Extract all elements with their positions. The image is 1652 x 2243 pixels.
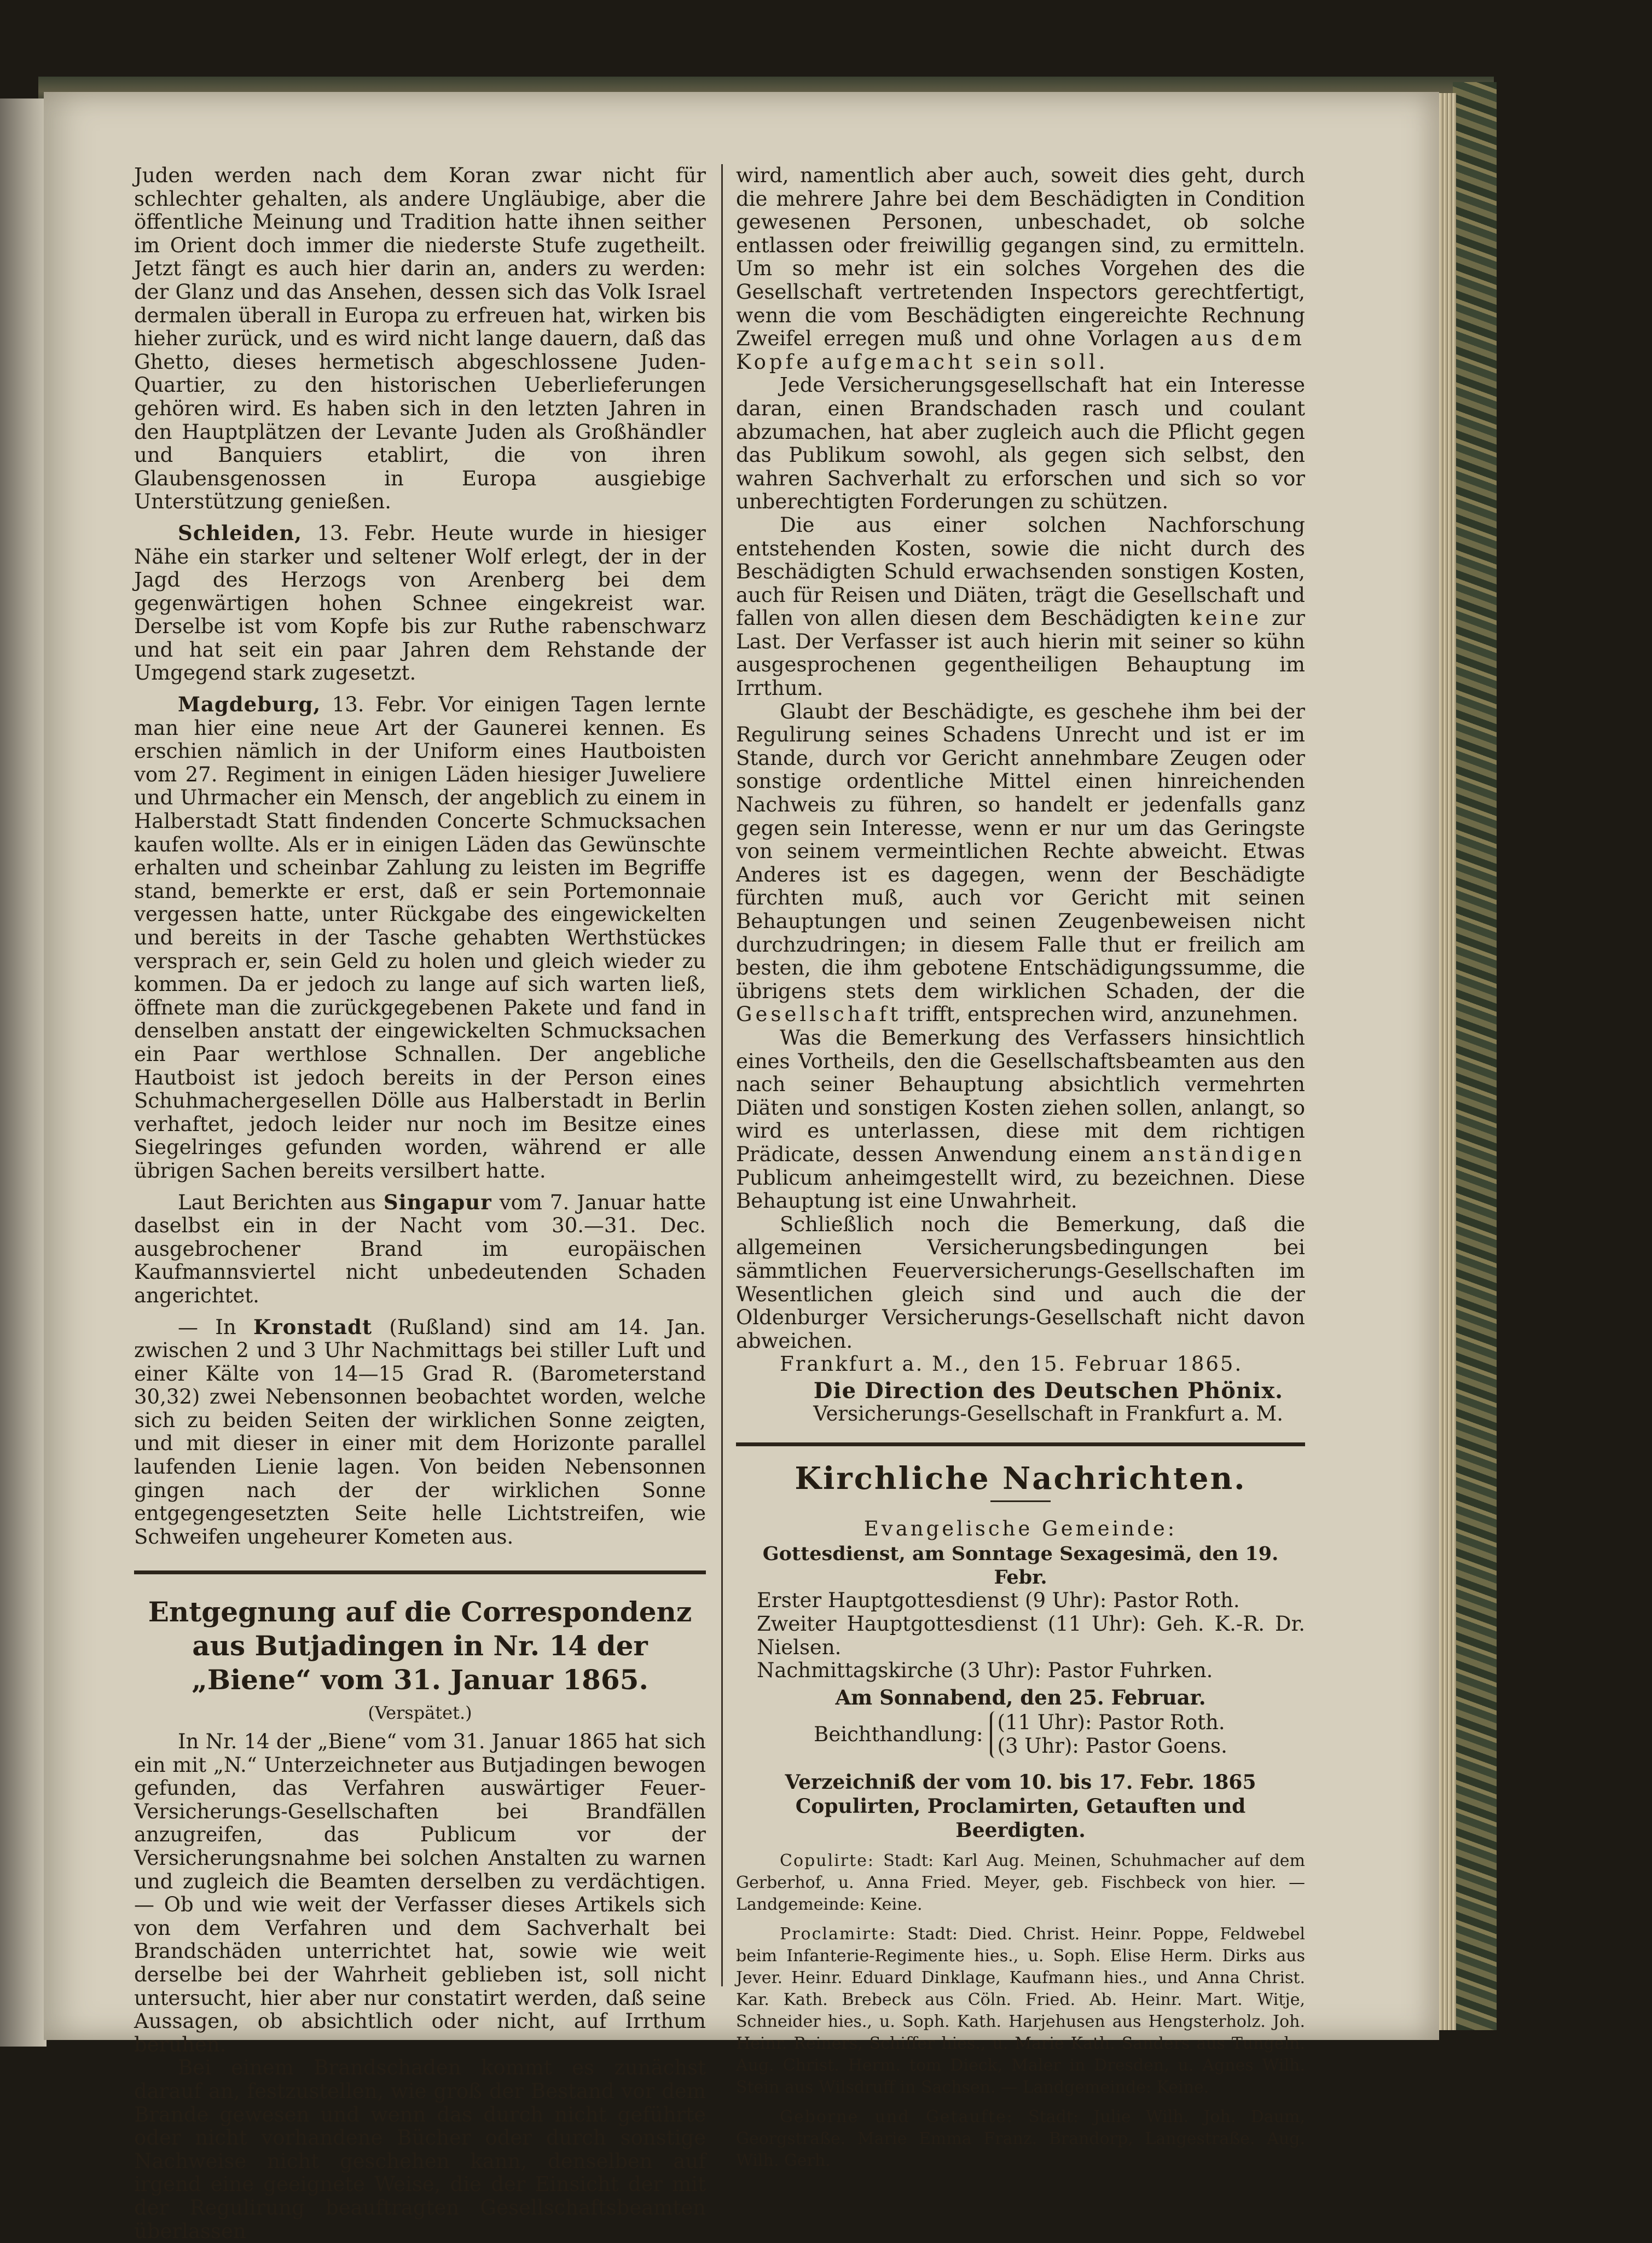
register-entries xyxy=(736,1850,1305,2172)
article-paragraph-claim xyxy=(736,700,1305,1027)
news-magdeburg xyxy=(134,693,706,1183)
signature-company: Die Direction des Deutschen Phönix. xyxy=(813,1377,1283,1404)
church-news-title: Kirchliche Nachrichten. xyxy=(795,1460,1247,1497)
article-continuation-text: wird, namentlich aber auch, soweit dies geht, durch die mehrere Jahre bei dem Beschädigten in Condition gewesenen Personen, unbeschadet, ob solche entlassen oder freiwillig gegangen sind, zu ermitteln. Um so mehr ist ein solches Vorgehen des die Gesellschaft vertretenden Inspectors gerechtfertigt, wenn die vom Beschädigten eingereichte Rechnung Zweifel erregen muß und ohne Vorlagen xyxy=(736,164,1305,351)
advantage-text-b: Publicum anheimgestellt wird, zu bezeichnen. Diese Behauptung ist eine Unwahrheit. xyxy=(736,1166,1305,1213)
article-title: Entgegnung auf die Correspondenz aus Butjadingen in Nr. 14 der „Biene“ vom 31. Januar 1865. xyxy=(148,1596,692,1696)
news-kronstadt xyxy=(134,1315,706,1549)
register-copulirte-text: Stadt: Karl Aug. Meinen, Schuhmacher auf dem Gerberhof, u. Anna Fried. Meyer, geb. Fischbeck von hier. — Landgemeinde: Keine. xyxy=(736,1851,1305,1914)
news-singapur-text: vom 7. Januar hatte daselbst ein in der Nacht vom 30.—31. Dec. ausgebrochener Brand im europäischen Kaufmannsviertel nicht unbedeutenden Schaden angerichtet. xyxy=(134,1190,706,1307)
register-proclamirte xyxy=(736,1923,1305,2099)
register-title: Verzeichniß der vom 10. bis 17. Febr. 1865 Copulirten, Proclamirten, Getauften und Beerdigten. xyxy=(785,1770,1256,1842)
article-subtitle: (Verspätet.) xyxy=(368,1702,472,1724)
register-copulirte xyxy=(736,1850,1305,1916)
column-divider xyxy=(721,164,723,1986)
service-heading: Gottesdienst, am Sonntage Sexagesimä, den 19. Febr. xyxy=(762,1543,1279,1589)
church-title-rule xyxy=(990,1500,1051,1502)
article-dateline: Frankfurt a. M., den 15. Februar 1865. xyxy=(780,1352,1243,1376)
section-rule-church xyxy=(736,1442,1305,1446)
book-cover-marbled xyxy=(1453,82,1497,2030)
costs-text-b: zur Last. Der Verfasser ist auch hierin mit seiner so kühn ausgesprochenen gegentheiligen Behauptung im Irrthum. xyxy=(736,606,1305,700)
claim-text-b: trifft, entsprechen wird, anzunehmen. xyxy=(901,1002,1299,1027)
article-paragraph-costs xyxy=(736,514,1305,700)
place-magdeburg: Magdeburg, xyxy=(178,692,321,717)
place-kronstadt: Kronstadt xyxy=(253,1314,373,1339)
register-geborne xyxy=(736,2106,1305,2172)
article-paragraph-advantage xyxy=(736,1027,1305,1213)
page-edges xyxy=(1436,93,1456,2030)
claim-spaced: Gesellschaft xyxy=(736,1002,902,1027)
costs-text-a: Die aus einer solchen Nachforschung entstehenden Kosten, sowie die nicht durch des Beschädigten Schuld erwachsenden sonstigen Kosten, auch für Reisen und Diäten, trägt die Gesellschaft und fallen von allen diesen dem Beschädigten xyxy=(736,513,1305,630)
register-geborne-text: Stadt: Julie Wilh. Joh. Daum, Georgstraße. Marie Emma Franz. Brandorp, Langestraße. Aug. Wilh. Gerh. xyxy=(736,2107,1306,2170)
register-geborne-label: Geborne und Getaufte: xyxy=(780,2107,1013,2126)
news-kronstadt-text: (Rußland) sind am 14. Jan. zwischen 2 und 3 Uhr Nachmittags bei stiller Luft und einer Kälte von 14—15 Grad R. (Barometerstand 30,32) zwei Nebensonnen beobachtet worden, welche sich zu beiden Seiten der wirklichen Sonne zeigten, und mit dieser in einer mit dem Horizonte parallel laufenden Lienie lagen. Von beiden Nebensonnen gingen nach der der wirklichen Sonne entgegengesetzten Seite helle Lichtstreifen, wie Schweifen ungeheurer Kometen aus. xyxy=(134,1315,706,1549)
congregation-heading: Evangelische Gemeinde: xyxy=(863,1516,1178,1540)
confession-times xyxy=(990,1711,1227,1758)
saturday-heading: Am Sonnabend, den 25. Februar. xyxy=(835,1685,1206,1709)
place-schleiden: Schleiden, xyxy=(178,520,302,545)
service-second: Zweiter Hauptgottesdienst (11 Uhr): Geh. K.-R. Dr. Nielsen. xyxy=(757,1612,1305,1659)
facing-page-edge xyxy=(0,98,47,2047)
news-singapur-pre: Laut Berichten aus xyxy=(178,1190,384,1214)
left-column xyxy=(134,164,706,2243)
advantage-text-a: Was die Bemerkung des Verfassers hinsichtlich eines Vortheils, den die Gesellschaftsbeamten aus den nach seiner Behauptung absichtlich vermehrten Diäten und sonstigen Kosten ziehen sollen, anlangt, so wird es unterlassen, diese mit dem richtigen Prädicate, dessen Anwendung einem xyxy=(736,1025,1305,1166)
place-singapur: Singapur xyxy=(383,1190,492,1214)
confession-time-2: (3 Uhr): Pastor Goens. xyxy=(997,1734,1227,1758)
register-proclamirte-label: Proclamirte: xyxy=(780,1924,897,1944)
article-paragraph-1: In Nr. 14 der „Biene“ vom 31. Januar 1865 hat sich ein mit „N.“ Unterzeichneter aus Butjadingen bewogen gefunden, das Verfahren auswärtiger Feuer-Versicherungs-Gesellschaften bei Brandfällen anzugreifen, das Publicum vor der Versicherungsnahme bei solchen Anstalten zu warnen und zugleich die Beamten derselben zu verdächtigen. — Ob und wie weit der Verfasser dieses Artikels sich von dem Verfahren und dem Sachverhalt bei Brandschäden unterrichtet hat, sowie wie weit derselbe bei der Wahrheit geblieben ist, soll nicht untersucht, hier aber nur constatirt werden, daß seine Aussagen, ob absichtlich oder nicht, auf Irrthum beruhen. xyxy=(134,1730,706,2056)
confession-block xyxy=(736,1711,1305,1758)
article-continuation xyxy=(736,164,1305,374)
confession-label: Beichthandlung: xyxy=(814,1722,983,1746)
paragraph-jews: Juden werden nach dem Koran zwar nicht für schlechter gehalten, als andere Ungläubige, aber die öffentliche Meinung und Tradition hatte ihnen seither im Orient doch immer die niederste Stufe zugetheilt. Jetzt fängt es auch hier darin an, anders zu werden: der Glanz und das Ansehen, dessen sich das Volk Israel dermalen überall in Europa zu erfreuen hat, wirken bis hieher zurück, und es wird nicht lange dauern, daß das Ghetto, dieses hermetisch abgeschlossene Juden-Quartier, zu den historischen Ueberlieferungen gehören wird. Es haben sich in den letzten Jahren in den Hauptplätzen der Levante Juden als Großhändler und Banquiers etablirt, die von ihren Glaubensgenossen in Europa ausgiebige Unterstützung genießen. xyxy=(134,164,706,514)
confession-time-1: (11 Uhr): Pastor Roth. xyxy=(997,1711,1225,1735)
register-copulirte-label: Copulirte: xyxy=(780,1851,874,1870)
news-kronstadt-pre: — In xyxy=(178,1315,254,1339)
article-continuation-spaced: aus dem Kopfe aufgemacht sein soll. xyxy=(736,327,1305,374)
register-proclamirte-text: Stadt: Died. Christ. Heinr. Poppe, Feldwebel beim Infanterie-Regimente hies., u. Soph. Elise Herm. Dirks aus Jever. Heinr. Eduard Dinklage, Kaufmann hies., und Anna Christ. Kar. Kath. Brebeck aus Cöln. Fried. Ab. Heinr. Mart. Witje, Schneider hies., u. Soph. Kath. Harjehusen aus Hengsterholz. Joh. Heinr. Reiners, Schiffer hies., u. Marie Kath. Sanders aus Tungeln. Aug. Christ. Herm. tom Dieck, Maler in Dresden, u. Agnes Wilh. Stein aus Wilsdruff in Sachsen. — Landgemeinde: Keine. xyxy=(736,1924,1305,2097)
signature-subline: Versicherungs-Gesellschaft in Frankfurt a. M. xyxy=(813,1402,1283,1426)
right-column xyxy=(736,164,1305,2180)
article-paragraph-conclusion: Schließlich noch die Bemerkung, daß die allgemeinen Versicherungsbedingungen bei sämmtlichen Feuerversicherungs-Gesellschaften im Wesentlichen gleich sind und auch die der Oldenburger Versicherungs-Gesellschaft nicht davon abweichen. xyxy=(736,1212,1305,1353)
service-afternoon: Nachmittagskirche (3 Uhr): Pastor Fuhrken. xyxy=(757,1659,1213,1683)
section-rule xyxy=(134,1570,706,1574)
service-first: Erster Hauptgottesdienst (9 Uhr): Pastor Roth. xyxy=(757,1589,1240,1613)
advantage-spaced: anständigen xyxy=(1143,1142,1305,1166)
news-schleiden-text: 13. Febr. Heute wurde in hiesiger Nähe ein starker und seltener Wolf erlegt, der in der Jagd des Herzogs von Arenberg bei dem gegenwärtigen hohen Schnee eingekreist war. Derselbe ist vom Kopfe bis zur Ruthe rabenschwarz und hat seit ein paar Jahren dem Rehstande der Umgegend stark zugesetzt. xyxy=(134,521,706,685)
news-magdeburg-text: 13. Febr. Vor einigen Tagen lernte man hier eine neue Art der Gaunerei kennen. Es erschien nämlich in der Uniform eines Hautboisten vom 27. Regiment in einigen Läden hiesiger Juweliere und Uhrmacher ein Mensch, der angeblich zu einem in Halberstadt Statt findenden Concerte Schmucksachen kaufen wollte. Als er in einigen Läden das Gewünschte erhalten und scheinbar Zahlung zu leisten im Begriffe stand, bemerkte er erst, daß er sein Portemonnaie vergessen hatte, unter Rückgabe des eingewickelten und bereits in der Tasche gehabten Werthstückes versprach er, sein Geld zu holen und gleich wieder zu kommen. Da er jedoch zu lange auf sich warten ließ, öffnete man die zurückgegebenen Pakete und fand in denselben anstatt der eingewickelten Schmucksachen ein Paar werthlose Schnallen. Der angebliche Hautboist ist jedoch bereits in der Person eines Schuhmachergesellen Dölle aus Halberstadt in Berlin verhaftet, jedoch leider nur noch im Besitze eines Siegelringes gefunden worden, während er alle übrigen Sachen bereits versilbert hatte. xyxy=(134,693,706,1183)
claim-text-a: Glaubt der Beschädigte, es geschehe ihm bei der Regulirung seines Schadens Unrecht und ist er im Stande, durch vor Gericht annehmbare Zeugen oder sonstige ordentliche Mittel einen hinreichenden Nachweis zu führen, so handelt er jedenfalls ganz gegen sein Interesse, wenn er nur um das Geringste von seinem vermeintlichen Rechte abweicht. Etwas Anderes ist es dagegen, wenn der Beschädigte fürchten muß, auch vor Gericht mit seinen Behauptungen und seinen Zeugenbeweisen nicht durchzudringen; in diesem Falle thut er freilich am besten, die ihm gebotene Entschädigungssumme, die übrigens stets dem wirklichen Schaden, der die xyxy=(736,699,1305,1003)
costs-spaced: keine xyxy=(1190,606,1262,630)
news-singapur xyxy=(134,1191,706,1308)
article-paragraph-2: Bei einem Brandschaden kommt es zunächst darauf an, festzustellen, wie groß der Bestand vor dem Brande gewesen und wenn das durch nicht geführte oder nicht vorhandene Bücher oder durch sonstige Nachweise nicht geschehen kann, denselben auf irgend eine geeignete Weise, die der Einsicht der mit der Regulirung beauftragten Gesellschaftsbeamten überlassen xyxy=(134,2056,706,2243)
article-paragraph-insurance: Jede Versicherungsgesellschaft hat ein Interesse daran, einen Brandschaden rasch und coulant abzumachen, hat aber zugleich auch die Pflicht gegen das Publikum sowohl, als gegen sich selbst, den wahren Sachverhalt zu erforschen und sich so vor unberechtigten Forderungen zu schützen. xyxy=(736,373,1305,514)
news-schleiden xyxy=(134,521,706,685)
